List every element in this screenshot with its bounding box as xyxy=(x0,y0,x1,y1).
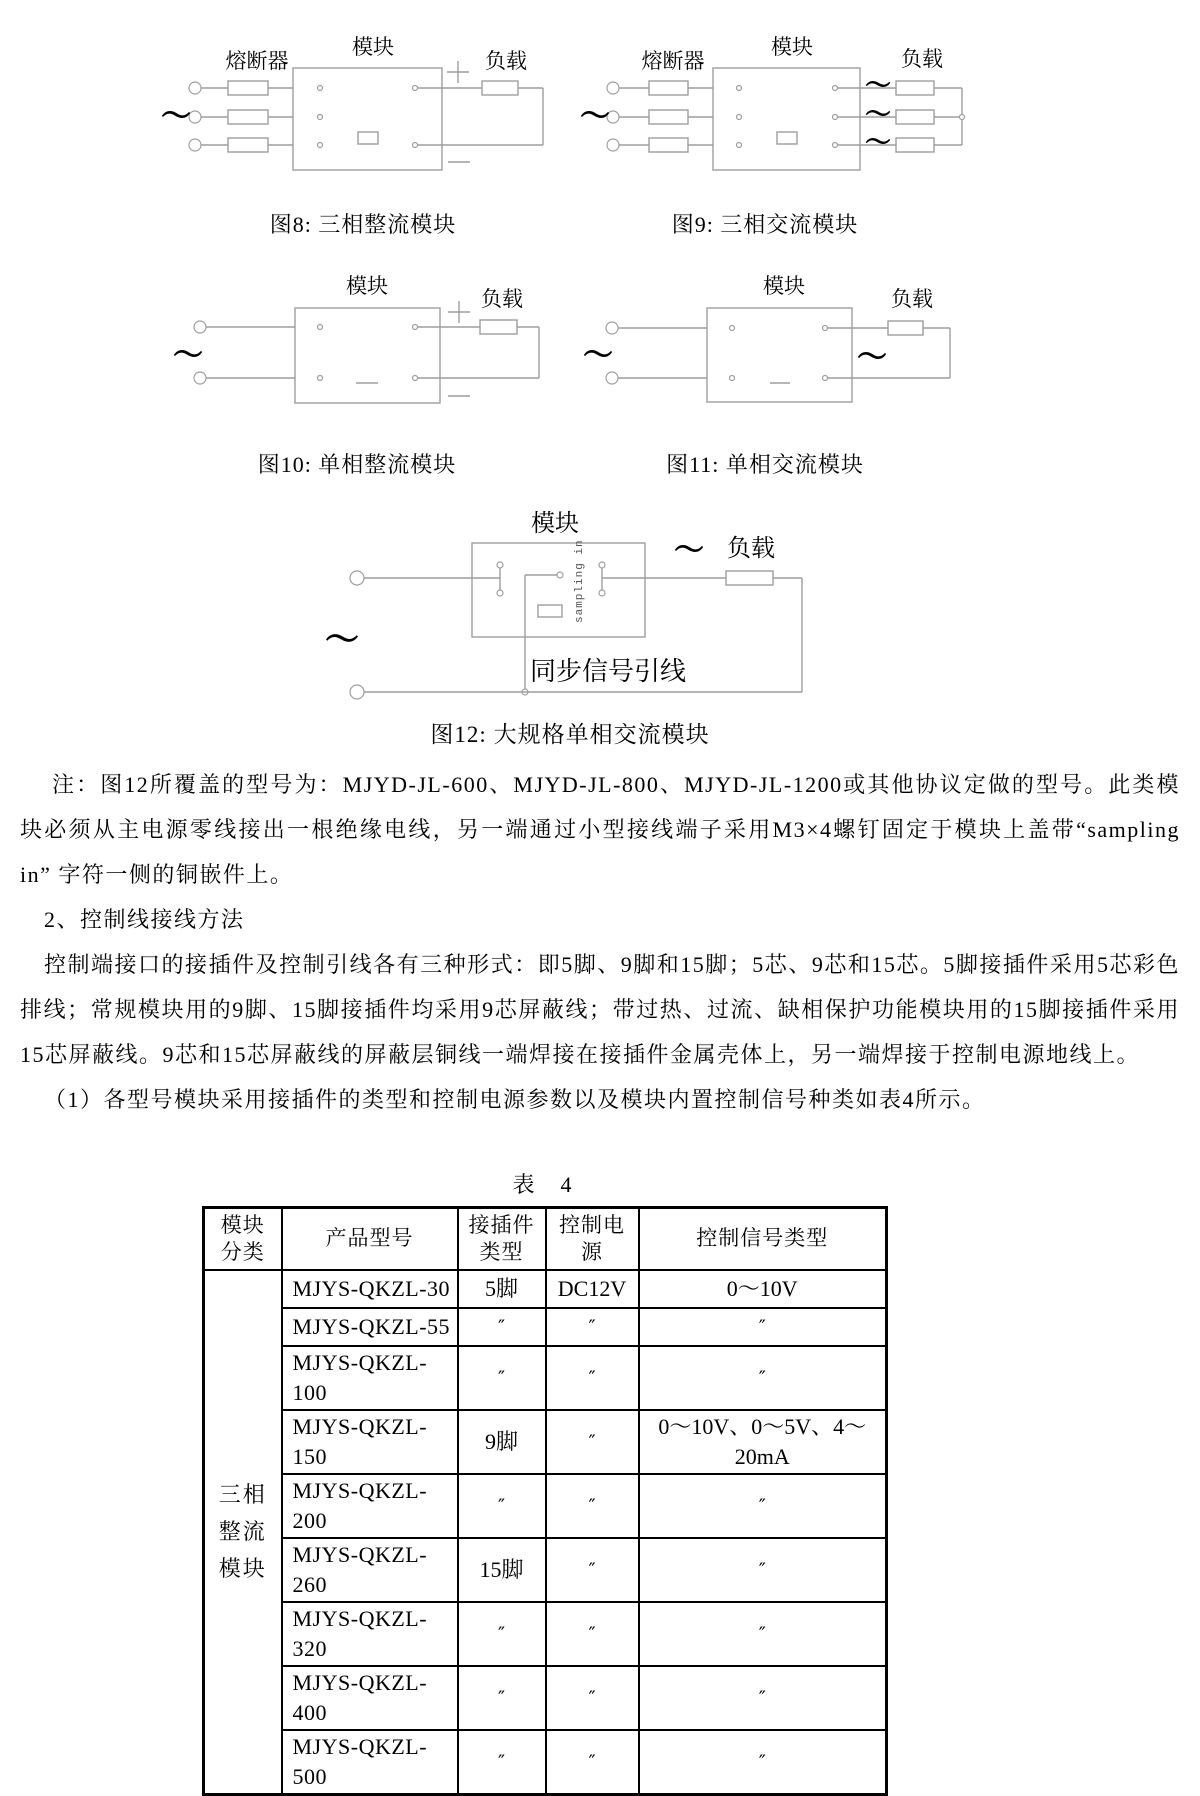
module-box xyxy=(293,68,442,170)
category-cell: 三相 整流 模块 xyxy=(204,1270,282,1795)
signal-cell: 0～10V xyxy=(639,1270,887,1308)
load-label: 负载 xyxy=(727,536,775,562)
ac-symbol: ～ xyxy=(864,71,892,101)
table-row xyxy=(204,1270,887,1308)
module-label: 模块 xyxy=(346,274,388,298)
sampling-in-text: sampling in xyxy=(574,539,586,623)
table-row xyxy=(204,1346,887,1410)
model-cell: MJYS-QKZL-100 xyxy=(282,1346,458,1410)
module-label: 模块 xyxy=(352,35,394,59)
connector-cell: ″ xyxy=(458,1602,546,1666)
module-box xyxy=(364,543,645,637)
load-label: 负载 xyxy=(901,47,943,71)
load-label: 负载 xyxy=(481,287,523,311)
figure-10-caption: 图10: 单相整流模块 xyxy=(257,452,457,477)
connector-cell: 5脚 xyxy=(458,1270,546,1308)
header-module-category: 模块分类 xyxy=(204,1208,282,1270)
table-row xyxy=(204,1410,887,1474)
module-box xyxy=(295,308,440,403)
connector-cell: ″ xyxy=(458,1474,546,1538)
signal-cell: ″ xyxy=(639,1346,887,1410)
table-row xyxy=(204,1666,887,1730)
sync-signal-label: 同步信号引线 xyxy=(530,657,687,686)
figure-9-diagram xyxy=(560,28,1030,198)
load-label: 负载 xyxy=(485,49,527,73)
model-cell: MJYS-QKZL-150 xyxy=(282,1410,458,1474)
table-body xyxy=(204,1270,887,1795)
module-inner-rect xyxy=(358,132,378,144)
figure-9 xyxy=(560,28,1030,198)
load-resistor xyxy=(888,321,923,335)
power-cell: ″ xyxy=(546,1538,639,1602)
signal-cell: ″ xyxy=(639,1602,887,1666)
connector-cell: ″ xyxy=(458,1346,546,1410)
header-control-power: 控制电源 xyxy=(546,1208,639,1270)
table-row xyxy=(204,1538,887,1602)
signal-cell: ″ xyxy=(639,1308,887,1346)
ac-symbol: ～ xyxy=(580,99,610,134)
signal-cell: ″ xyxy=(639,1730,887,1795)
section-heading: 2、控制线接线方法 xyxy=(44,907,245,932)
figure-12-caption: 图12: 大规格单相交流模块 xyxy=(430,722,710,747)
header-control-signal-type: 控制信号类型 xyxy=(639,1208,887,1270)
ac-symbol: ～ xyxy=(583,338,613,373)
power-cell: ″ xyxy=(546,1474,639,1538)
module-inner-rect xyxy=(538,605,562,617)
figure-8 xyxy=(150,28,570,198)
signal-cell: 0～10V、0～5V、4～20mA xyxy=(639,1410,887,1474)
power-cell: ″ xyxy=(546,1308,639,1346)
power-cell: DC12V xyxy=(546,1270,639,1308)
ac-symbol: ～ xyxy=(325,620,359,660)
model-cell: MJYS-QKZL-320 xyxy=(282,1602,458,1666)
figure-11-caption: 图11: 单相交流模块 xyxy=(666,452,864,477)
fuse-label: 熔断器 xyxy=(225,49,289,73)
note-paragraph: 注：图12所覆盖的型号为：MJYD-JL-600、MJYD-JL-800、MJYD-JL-1200或其他协议定做的型号。此类模块必须从主电源零线接出一根绝缘电线，另一端通过小型接线端子采用M3×4螺钉固定于模块上盖带“sampling in” 字符一侧的铜嵌件上。 xyxy=(20,772,1180,887)
table-row xyxy=(204,1474,887,1538)
figure-12 xyxy=(280,498,860,710)
model-cell: MJYS-QKZL-55 xyxy=(282,1308,458,1346)
load-resistor xyxy=(482,81,518,95)
module-label: 模块 xyxy=(763,274,805,298)
figure-8-caption: 图8: 三相整流模块 xyxy=(269,212,457,237)
model-cell: MJYS-QKZL-400 xyxy=(282,1666,458,1730)
ac-symbol: ～ xyxy=(864,100,892,130)
paragraph-table-intro: （1）各型号模块采用接插件的类型和控制电源参数以及模块内置控制信号种类如表4所示。 xyxy=(44,1087,986,1112)
table-row xyxy=(204,1730,887,1795)
load-resistor xyxy=(896,81,934,95)
signal-cell: ″ xyxy=(639,1538,887,1602)
ac-symbol: ～ xyxy=(864,128,892,158)
power-cell: ″ xyxy=(546,1666,639,1730)
body-text xyxy=(20,762,1180,1122)
model-cell: MJYS-QKZL-200 xyxy=(282,1474,458,1538)
model-cell: MJYS-QKZL-30 xyxy=(282,1270,458,1308)
table-row xyxy=(204,1308,887,1346)
module-label: 模块 xyxy=(771,35,813,59)
load-resistor xyxy=(726,571,773,585)
plus-sign xyxy=(448,301,470,323)
table-row xyxy=(204,1602,887,1666)
power-cell: ″ xyxy=(546,1730,639,1795)
power-cell: ″ xyxy=(546,1602,639,1666)
plus-sign xyxy=(447,61,469,83)
connector-cell: 9脚 xyxy=(458,1410,546,1474)
power-cell: ″ xyxy=(546,1410,639,1474)
figure-10 xyxy=(150,275,570,425)
figure-12-diagram xyxy=(280,498,860,710)
ac-symbol: ～ xyxy=(161,99,191,134)
signal-cell: ″ xyxy=(639,1666,887,1730)
table-title: 表 4 xyxy=(512,1172,574,1197)
figure-11 xyxy=(560,275,980,425)
connector-cell: ″ xyxy=(458,1730,546,1795)
connector-cell: ″ xyxy=(458,1666,546,1730)
load-resistor xyxy=(896,138,934,152)
fuse-label: 熔断器 xyxy=(641,49,705,73)
figure-10-diagram xyxy=(150,275,570,425)
figure-8-diagram xyxy=(150,28,570,198)
ac-symbol: ～ xyxy=(857,340,887,375)
module-box xyxy=(707,308,852,402)
ac-symbol: ～ xyxy=(674,533,704,568)
signal-cell: ″ xyxy=(639,1474,887,1538)
header-product-model: 产品型号 xyxy=(282,1208,458,1270)
load-resistor xyxy=(480,320,517,334)
header-connector-type: 接插件类型 xyxy=(458,1208,546,1270)
load-label: 负载 xyxy=(891,287,933,311)
table-header-row xyxy=(204,1208,887,1270)
spec-table xyxy=(202,1206,888,1796)
model-cell: MJYS-QKZL-260 xyxy=(282,1538,458,1602)
connector-cell: 15脚 xyxy=(458,1538,546,1602)
ac-symbol: ～ xyxy=(173,338,203,373)
model-cell: MJYS-QKZL-500 xyxy=(282,1730,458,1795)
connector-cell: ″ xyxy=(458,1308,546,1346)
paragraph-control-wiring: 控制端接口的接插件及控制引线各有三种形式：即5脚、9脚和15脚；5芯、9芯和15芯。5脚接插件采用5芯彩色排线；常规模块用的9脚、15脚接插件均采用9芯屏蔽线；带过热、过流、缺相保护功能模块用的15脚接插件采用15芯屏蔽线。9芯和15芯屏蔽线的屏蔽层铜线一端焊接在接插件金属壳体上，另一端焊接于控制电源地线上。 xyxy=(20,952,1180,1067)
module-box xyxy=(713,68,860,170)
figure-11-diagram xyxy=(560,275,980,425)
figure-9-caption: 图9: 三相交流模块 xyxy=(671,212,859,237)
module-inner-rect xyxy=(777,132,797,144)
module-label: 模块 xyxy=(531,511,579,537)
load-resistor xyxy=(896,110,934,124)
power-cell: ″ xyxy=(546,1346,639,1410)
